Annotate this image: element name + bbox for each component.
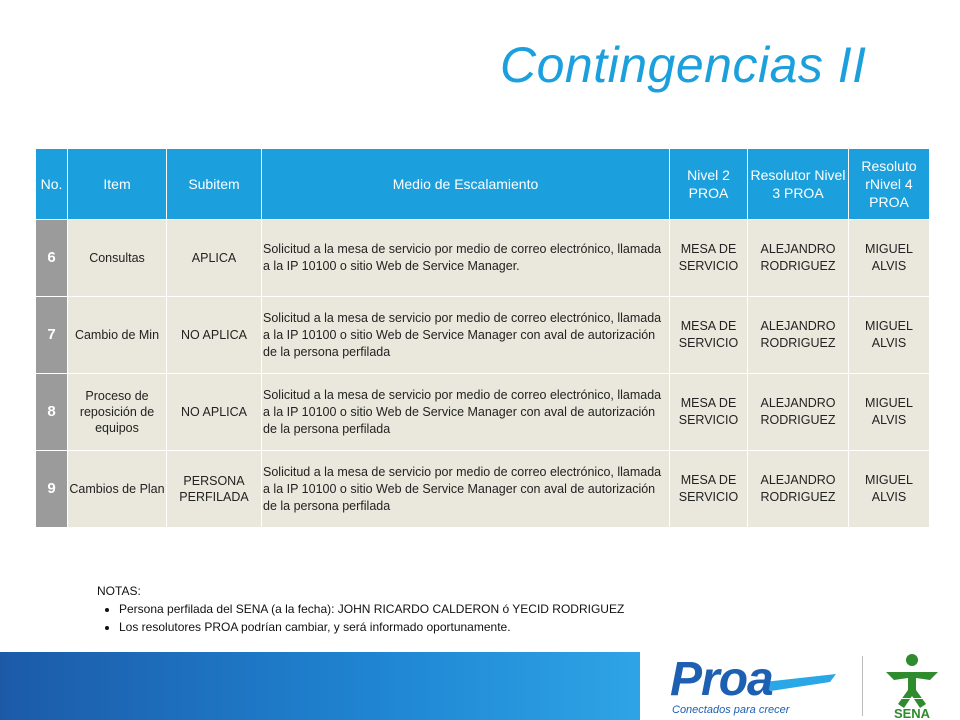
- row-number: 7: [36, 297, 68, 374]
- row-medio: Solicitud a la mesa de servicio por medio de correo electrónico, llamada a la IP 10100 o sitio Web de Service Manager con aval de autorización de la persona perfilada: [262, 374, 670, 451]
- proa-logo: [660, 652, 840, 720]
- sena-logo-icon: [876, 652, 948, 720]
- header-nivel3: Resolutor Nivel 3 PROA: [748, 149, 849, 220]
- row-medio: Solicitud a la mesa de servicio por medio de correo electrónico, llamada a la IP 10100 o sitio Web de Service Manager.: [262, 220, 670, 297]
- row-subitem: NO APLICA: [167, 297, 262, 374]
- sena-logo-text: SENA: [893, 706, 931, 720]
- table-row: [36, 451, 930, 528]
- notes-list: [97, 600, 624, 636]
- row-nivel2: MESA DE SERVICIO: [670, 374, 748, 451]
- logo-divider: [862, 656, 863, 716]
- row-item: Cambio de Min: [68, 297, 167, 374]
- notes-heading: NOTAS:: [97, 584, 141, 598]
- row-nivel4: MIGUEL ALVIS: [849, 374, 930, 451]
- row-item: Cambios de Plan: [68, 451, 167, 528]
- row-nivel4: MIGUEL ALVIS: [849, 451, 930, 528]
- header-nivel2: Nivel 2 PROA: [670, 149, 748, 220]
- footer-band: [0, 652, 640, 720]
- table-row: [36, 220, 930, 297]
- row-subitem: APLICA: [167, 220, 262, 297]
- header-item: Item: [68, 149, 167, 220]
- header-subitem: Subitem: [167, 149, 262, 220]
- row-subitem: NO APLICA: [167, 374, 262, 451]
- note-item: • Persona perfilada del SENA (a la fecha): JOHN RICARDO CALDERON ó YECID RODRIGUEZ: [119, 600, 624, 618]
- row-item: Proceso de reposición de equipos: [68, 374, 167, 451]
- row-number: 6: [36, 220, 68, 297]
- row-nivel2: MESA DE SERVICIO: [670, 220, 748, 297]
- table-row: [36, 297, 930, 374]
- row-subitem: PERSONA PERFILADA: [167, 451, 262, 528]
- row-medio: Solicitud a la mesa de servicio por medio de correo electrónico, llamada a la IP 10100 o sitio Web de Service Manager con aval de autorización de la persona perfilada: [262, 297, 670, 374]
- row-nivel2: MESA DE SERVICIO: [670, 297, 748, 374]
- row-number: 9: [36, 451, 68, 528]
- page-title: Contingencias II: [500, 37, 867, 93]
- table-row: [36, 374, 930, 451]
- row-nivel4: MIGUEL ALVIS: [849, 220, 930, 297]
- header-no: No.: [36, 149, 68, 220]
- note-item: • Los resolutores PROA podrían cambiar, y será informado oportunamente.: [119, 618, 624, 636]
- table-header-row: [36, 149, 930, 220]
- proa-tagline: Conectados para crecer: [672, 704, 790, 716]
- row-nivel2: MESA DE SERVICIO: [670, 451, 748, 528]
- row-nivel3: ALEJANDRO RODRIGUEZ: [748, 451, 849, 528]
- row-nivel3: ALEJANDRO RODRIGUEZ: [748, 374, 849, 451]
- row-nivel3: ALEJANDRO RODRIGUEZ: [748, 297, 849, 374]
- notes-section: [97, 582, 624, 636]
- header-medio: Medio de Escalamiento: [262, 149, 670, 220]
- header-nivel4: Resoluto rNivel 4 PROA: [849, 149, 930, 220]
- escalation-table: [35, 148, 930, 528]
- row-nivel3: ALEJANDRO RODRIGUEZ: [748, 220, 849, 297]
- row-item: Consultas: [68, 220, 167, 297]
- proa-logo-word: Proa: [670, 653, 773, 706]
- row-medio: Solicitud a la mesa de servicio por medio de correo electrónico, llamada a la IP 10100 o sitio Web de Service Manager con aval de autorización de la persona perfilada: [262, 451, 670, 528]
- row-nivel4: MIGUEL ALVIS: [849, 297, 930, 374]
- row-number: 8: [36, 374, 68, 451]
